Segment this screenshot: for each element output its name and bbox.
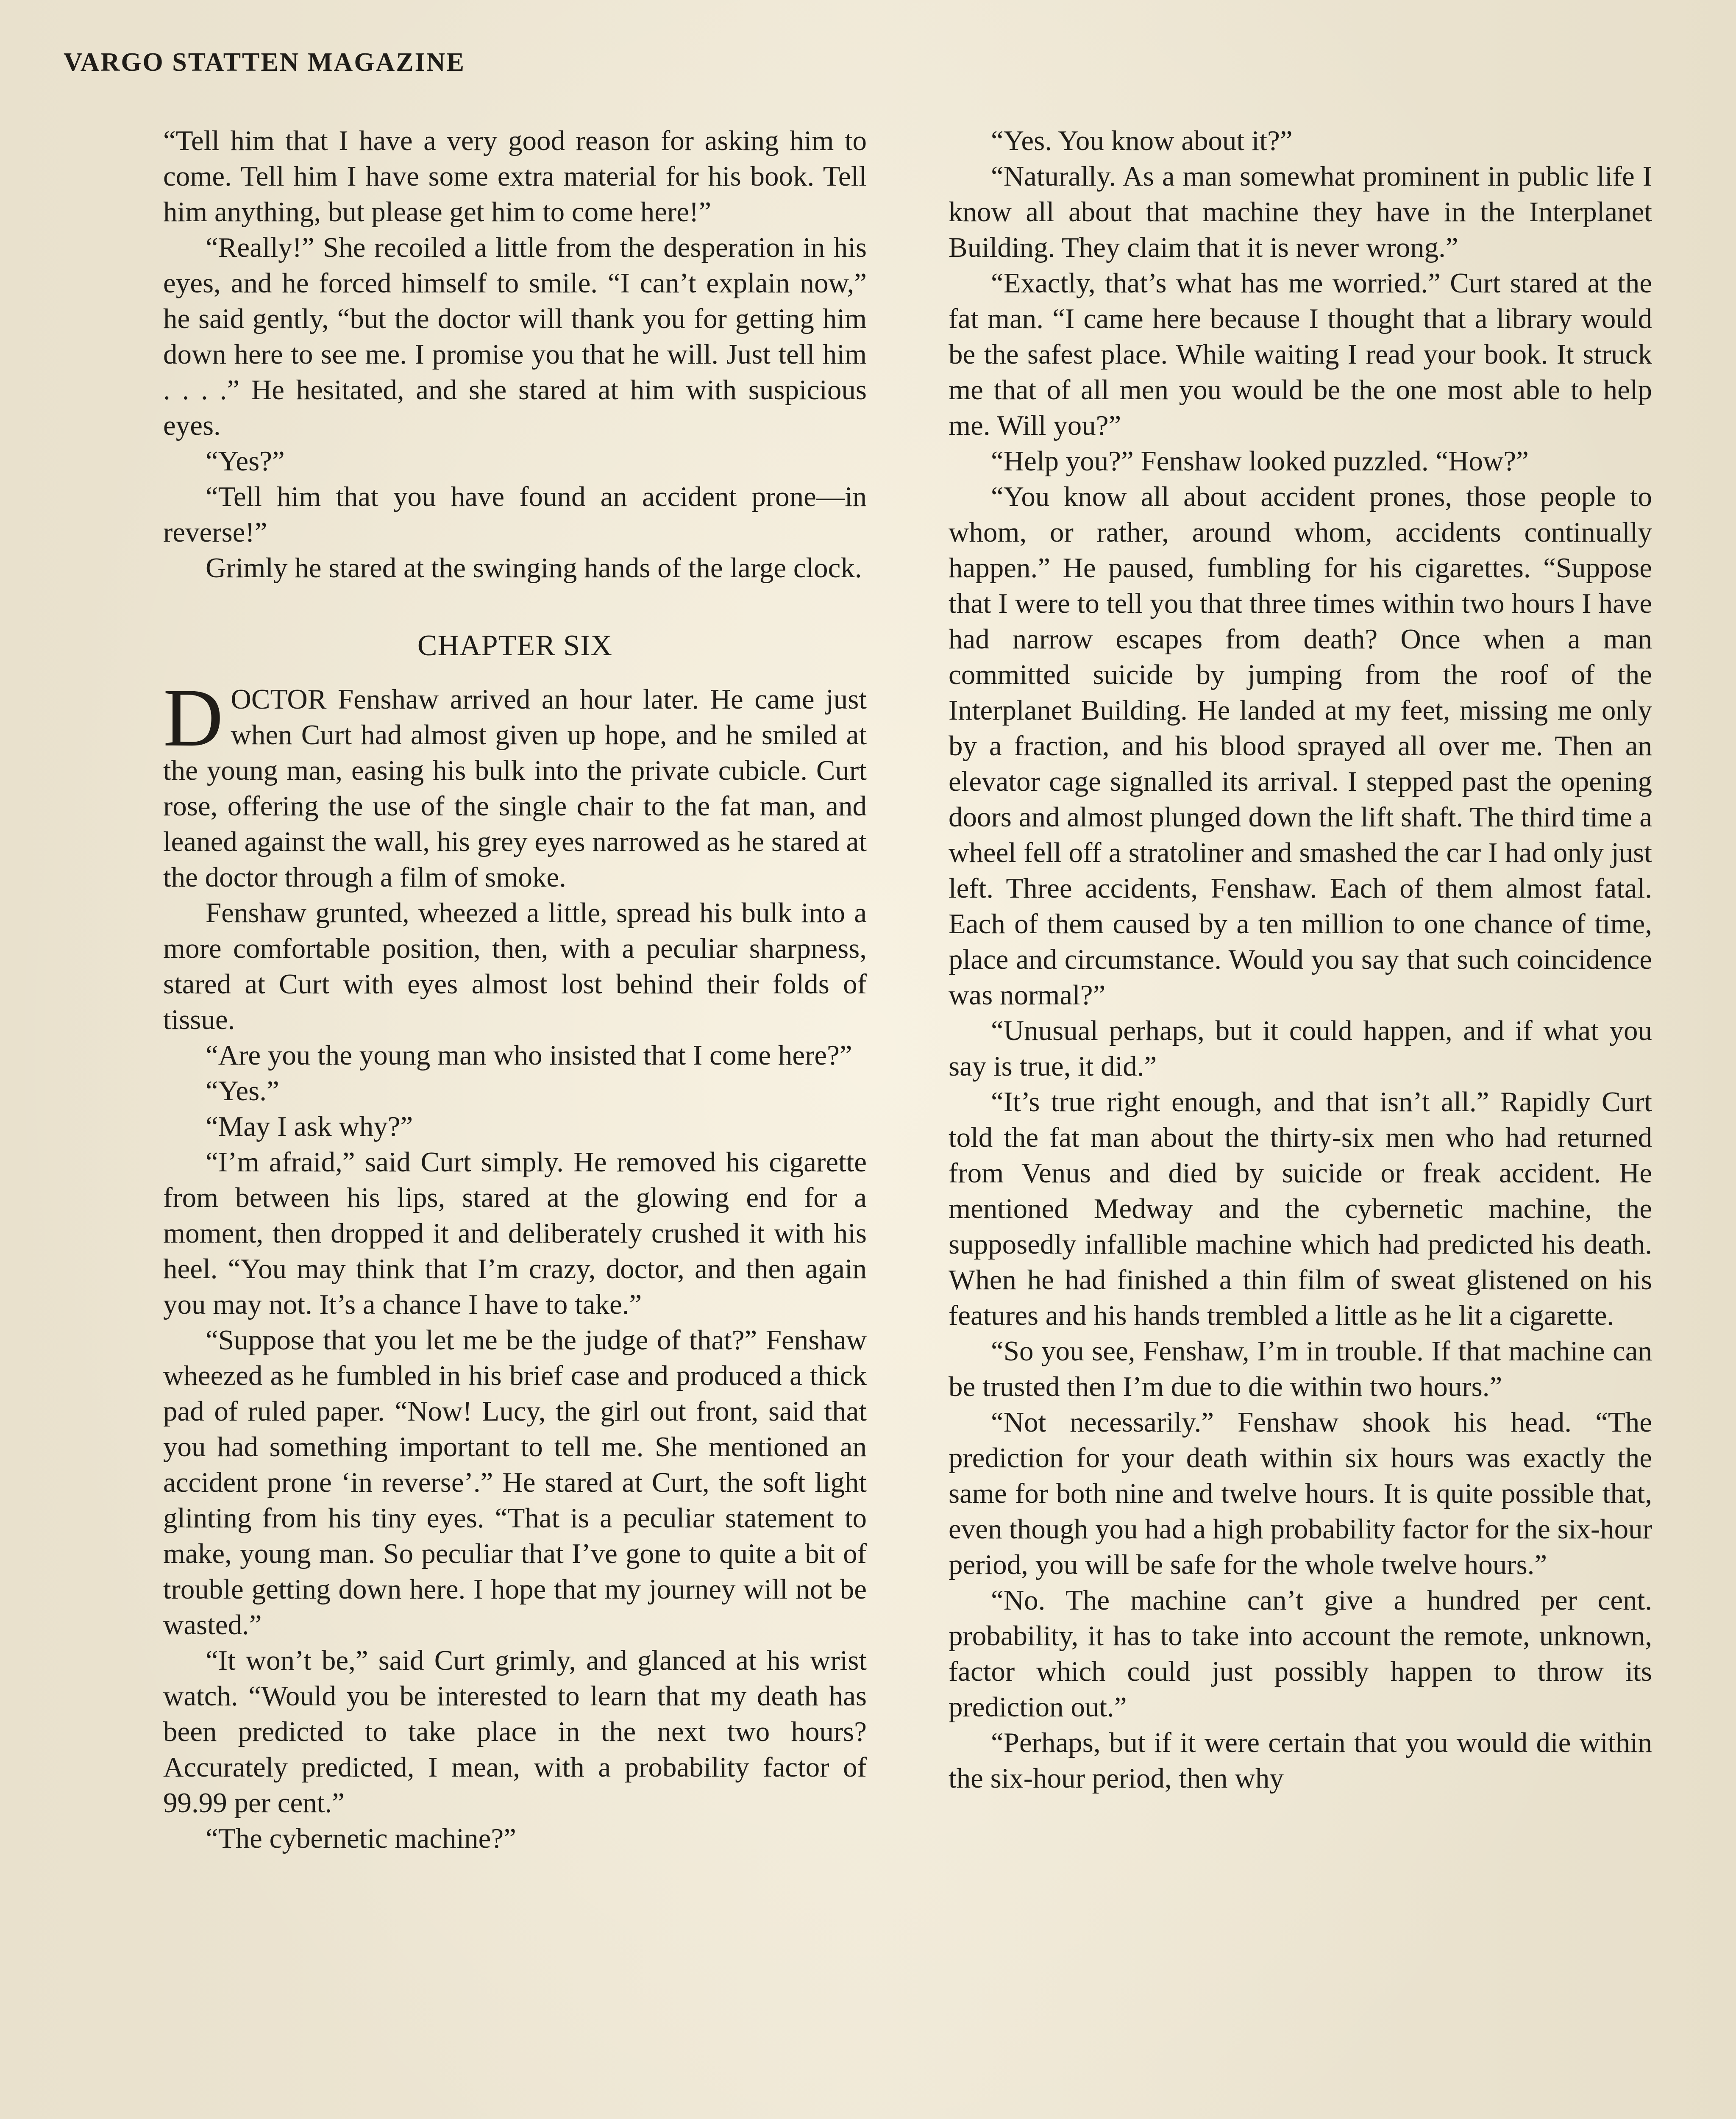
paragraph: “Not necessarily.” Fenshaw shook his head. “The prediction for your death within six hours was exactly the same for both nine and twelve hours. It is quite possible that, even though you had a high probability factor for the six-hour period, you will be safe for the whole twelve hours.” [949, 1407, 1652, 1580]
chapter-opening-paragraph [163, 672, 867, 895]
paragraph: “Perhaps, but if it were certain that you would die within the six-hour period, then why [949, 1727, 1652, 1794]
paragraph: “Tell him that I have a very good reason for asking him to come. Tell him I have some extra material for his book. Tell him anything, but please get him to come here!” [163, 125, 867, 228]
chapter-opening-text: OCTOR Fenshaw arrived an hour later. He came just when Curt had almost given up hope, and he smiled at the young man, easing his bulk into the private cubicle. Curt rose, offering the use of the single chair to the fat man, and leaned against the wall, his grey eyes narrowed as he stared at the doctor through a film of smoke. [163, 684, 867, 893]
paragraph: “Yes. You know about it?” [991, 125, 1293, 156]
drop-cap: D [163, 672, 223, 764]
paragraph: “Help you?” Fenshaw looked puzzled. “How?” [991, 445, 1529, 477]
paragraph: “I’m afraid,” said Curt simply. He removed his cigarette from between his lips, stared at the glowing end for a moment, then dropped it and deliberately crushed it with his heel. “You may think that I’m crazy, doctor, and then again you may not. It’s a chance I have to take.” [163, 1146, 867, 1320]
paragraph: “Suppose that you let me be the judge of that?” Fenshaw wheezed as he fumbled in his brief case and produced a thick pad of ruled paper. “Now! Lucy, the girl out front, said that you had something important to tell me. She mentioned an accident prone ‘in reverse’.” He stared at Curt, the soft light glinting from his tiny eyes. “That is a peculiar statement to make, young man. So peculiar that I’ve gone to quite a bit of trouble getting down here. I hope that my journey will not be wasted.” [163, 1324, 867, 1641]
paragraph: “Yes?” [206, 445, 285, 477]
paragraph: “Naturally. As a man somewhat prominent in public life I know all about that machine they have in the Interplanet Building. They claim that it is never wrong.” [949, 161, 1652, 263]
paragraph: “Unusual perhaps, but it could happen, and if what you say is true, it did.” [949, 1015, 1652, 1082]
paragraph: “Tell him that you have found an accident prone—in reverse!” [163, 481, 867, 548]
paragraph: “It won’t be,” said Curt grimly, and glanced at his wrist watch. “Would you be interested to learn that my death has been predicted to take place in the next two hours? Accurately predicted, I mean, with a probability factor of 99.99 per cent.” [163, 1645, 867, 1819]
paragraph: “It’s true right enough, and that isn’t all.” Rapidly Curt told the fat man about the thirty-six men who had returned from Venus and died by suicide or freak accident. He mentioned Medway and the cybernetic machine, the supposedly infallible machine which had predicted his death. When he had finished a thin film of sweat glistened on his features and his hands trembled a little as he lit a cigarette. [949, 1086, 1652, 1331]
left-column [163, 123, 867, 1856]
paragraph: “So you see, Fenshaw, I’m in trouble. If that machine can be trusted then I’m due to die within two hours.” [949, 1335, 1652, 1402]
paragraph: Grimly he stared at the swinging hands of the large clock. [206, 552, 862, 584]
paragraph: Fenshaw grunted, wheezed a little, spread his bulk into a more comfortable position, then, with a peculiar sharpness, stared at Curt with eyes almost lost behind their folds of tissue. [163, 897, 867, 1035]
paragraph: “Exactly, that’s what has me worried.” Curt stared at the fat man. “I came here because I thought that a library would be the safest place. While waiting I read your book. It struck me that of all men you would be the one most able to help me. Will you?” [949, 267, 1652, 441]
paragraph: “No. The machine can’t give a hundred per cent. probability, it has to take into account the remote, unknown, factor which could just possibly happen to throw its prediction out.” [949, 1585, 1652, 1723]
paragraph: “May I ask why?” [206, 1111, 413, 1142]
paragraph: “Yes.” [206, 1075, 279, 1107]
running-header: VARGO STATTEN MAGAZINE [64, 48, 465, 77]
chapter-heading: CHAPTER SIX [417, 629, 613, 662]
paragraph: “Are you the young man who insisted that I come here?” [206, 1040, 852, 1071]
paragraph: “You know all about accident prones, those people to whom, or rather, around whom, accidents continually happen.” He paused, fumbling for his cigarettes. “Suppose that I were to tell you that three times within two hours I have had narrow escapes from death? Once when a man committed suicide by jumping from the roof of the Interplanet Building. He landed at my feet, missing me only by a fraction, and his blood sprayed all over me. Then an elevator cage signalled its arrival. I stepped past the opening doors and almost plunged down the lift shaft. The third time a wheel fell off a stratoliner and smashed the car I had only just left. Three accidents, Fenshaw. Each of them almost fatal. Each of them caused by a ten million to one chance of time, place and circumstance. Would you say that such coincidence was normal?” [949, 481, 1652, 1011]
paragraph: “Really!” She recoiled a little from the desperation in his eyes, and he forced himself to smile. “I can’t explain now,” he said gently, “but the doctor will thank you for getting him down here to see me. I promise you that he will. Just tell him . . . .” He hesitated, and she stared at him with suspicious eyes. [163, 232, 867, 441]
paragraph: “The cybernetic machine?” [206, 1823, 516, 1854]
right-column [949, 123, 1652, 1796]
